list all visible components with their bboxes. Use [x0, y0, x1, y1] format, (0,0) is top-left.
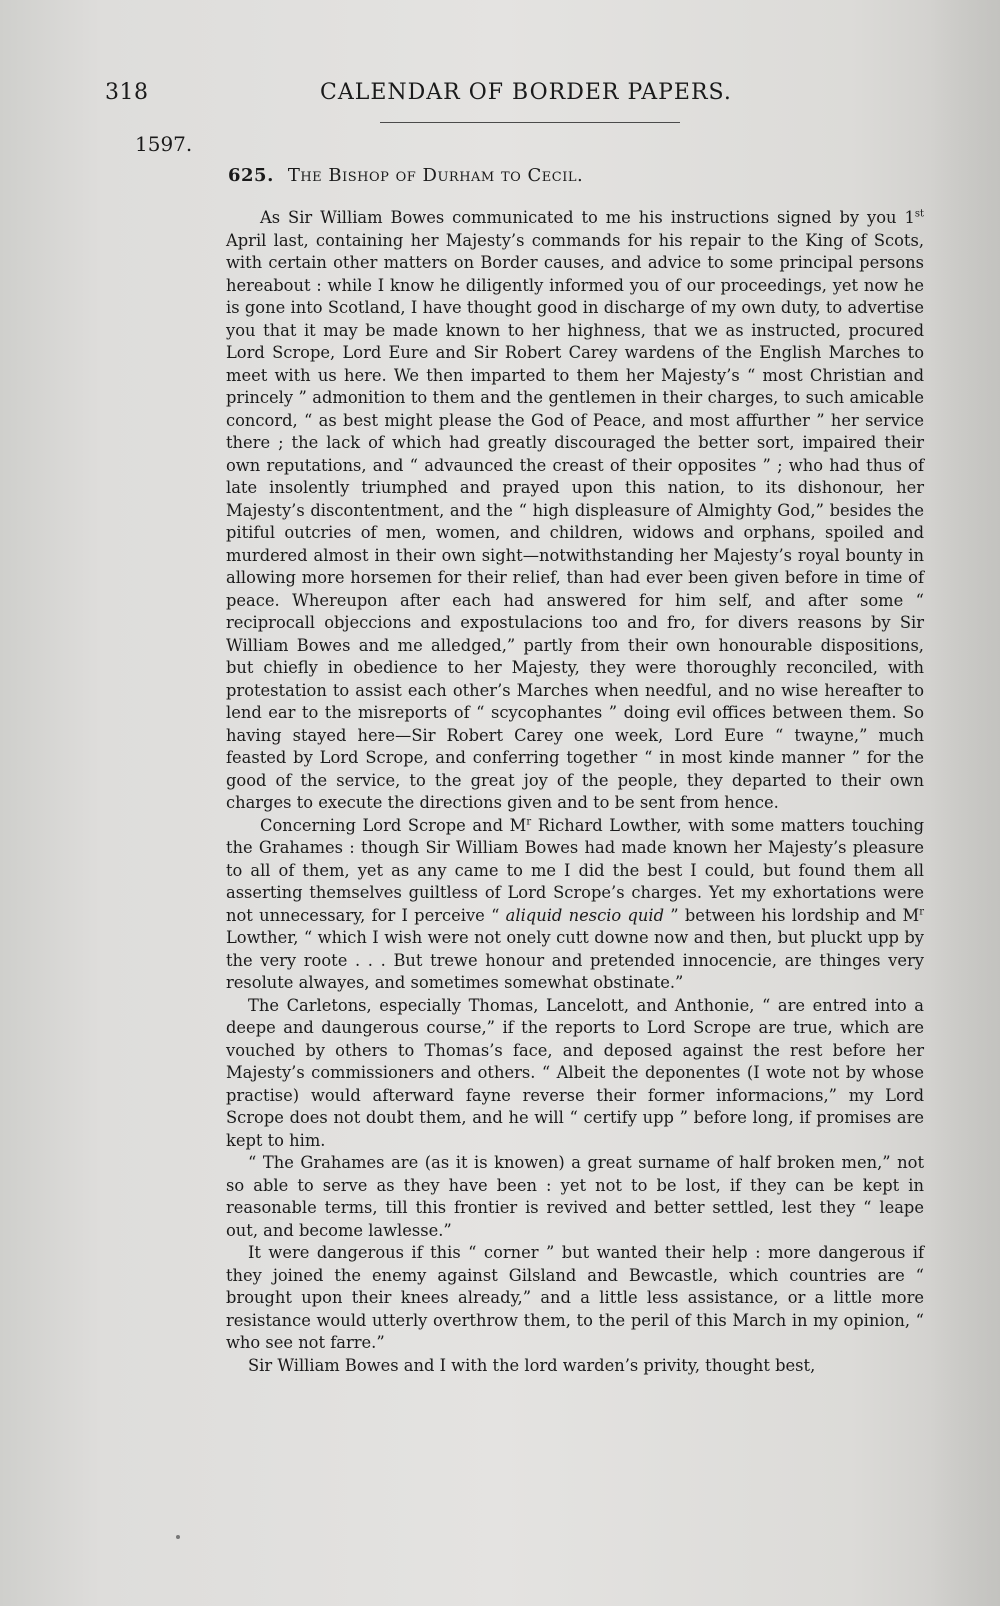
paragraph-4: “ The Grahames are (as it is knowen) a great surname of half broken men,” not so able to serve as they have been : yet not to be lost, if they can be kept in reasonable terms, till this frontier is revived and better settled, lest they “ leape out, and become lawlesse.”	[226, 1153, 924, 1240]
show-through-shadow	[930, 0, 1000, 1606]
header-rule	[380, 122, 680, 123]
paragraph-1	[226, 207, 924, 815]
paragraph-5: It were dangerous if this “ corner ” but wanted their help : more dangerous if they joined the enemy against Gilsland and Bewcastle, which countries are “ brought upon their knees already,” and a little less assistance, or a little more resistance would utterly overthrow them, to the peril of this March in my opinion, “ who see not farre.”	[226, 1243, 924, 1352]
latin-phrase: aliquid nescio quid	[505, 905, 664, 925]
paragraph-2	[226, 815, 924, 995]
running-title: CALENDAR OF BORDER PAPERS.	[320, 80, 732, 105]
paragraph-1-text-a: As Sir William Bowes communicated to me his instructions signed by you 1	[260, 208, 915, 227]
body-text	[226, 207, 924, 1377]
paragraph-1-text-b: April last, containing her Majesty’s commands for his repair to the King of Scots, with certain other matters on Border causes, and advice to some principal persons hereabout : while I know he diligently informed you of our proceedings, yet now he is gone into Scotland, I have thought good in discharge of my own duty, to advertise you that it may be made known to her highness, that we as instructed, procured Lord Scrope, Lord Eure and Sir Robert Carey wardens of the English Marches to meet with us here. We then imparted to them her Majesty’s “ most Christian and princely ” admonition to them and the gentlemen in their charges, to such amicable concord, “ as best might please the God of Peace, and most affurther ” her service there ; the lack of which had greatly discouraged the better sort, impaired their own reputations, and “ advaunced the creast of their opposites ” ; who had thus of late insolently triumphed and prayed upon this nation, to its dishonour, her Majesty’s discontentment, and the “ high displeasure of Almighty God,” besides the pitiful outcries of men, women, and children, widows and orphans, spoiled and murdered almost in their own sight—notwithstanding her Majesty’s royal bounty in allowing more horsemen for their relief, than had ever been given before in time of peace. Whereupon after each had answered for him self, and after some “ reciprocall objeccions and expostulacions too and fro, for divers reasons by Sir William Bowes and me alledged,” partly from their own honourable dispositions, but chiefly in obedience to her Majesty, they were thoroughly reconciled, with protestation to assist each other’s Marches when needful, and no wise hereafter to lend ear to the misreports of “ scycophantes ” doing evil offices between them. So having stayed here—Sir Robert Carey one week, Lord Eure “ twayne,” much feasted by Lord Scrope, and conferring together “ in most kinde manner ” for the good of the service, to the great joy of the people, they departed to their own charges to execute the directions given and to be sent from hence.	[226, 230, 924, 812]
page-number: 318	[105, 80, 149, 105]
ink-speck	[176, 1535, 180, 1539]
paragraph-6: Sir William Bowes and I with the lord warden’s privity, thought best,	[248, 1355, 816, 1375]
entry-title: The Bishop of Durham to Cecil.	[287, 165, 584, 186]
superscript-r-2: r	[919, 906, 924, 918]
entry-number: 625.	[228, 165, 274, 186]
paragraph-2-text-b: Richard Lowther, with some matters touching the Grahames : though Sir William Bowes had made known her Majesty’s pleasure to all of them, yet as any came to me I did the best I could, but found them all asserting themselves guiltless of Lord Scrope’s charges. Yet my exhortations were not unnecessary, for I perceive “	[226, 815, 925, 925]
paragraph-2-text-c: ” between his lordship and M	[664, 905, 920, 925]
superscript-r: r	[526, 816, 532, 828]
entry-heading	[228, 165, 583, 186]
paragraph-2-text-d: Lowther, “ which I wish were not onely cutt downe now and then, but pluckt upp by the very roote . . . But trewe honour and pretended innocencie, are thinges very resolute alwayes, and sometimes somewhat obstinate.”	[226, 928, 924, 992]
paragraph-3: The Carletons, especially Thomas, Lancelott, and Anthonie, “ are entred into a deepe and daungerous course,” if the reports to Lord Scrope are true, which are vouched by others to Thomas’s face, and deposed against the rest before her Majesty’s commissioners and others. “ Albeit the deponentes (I wote not by whose practise) would afterward fayne reverse their former informacions,” my Lord Scrope does not doubt them, and he will “ certify upp ” before long, if promises are kept to him.	[226, 995, 924, 1150]
superscript-st: st	[914, 208, 924, 220]
year-marginal: 1597.	[135, 132, 193, 156]
paragraph-2-text-a: Concerning Lord Scrope and M	[260, 815, 527, 835]
